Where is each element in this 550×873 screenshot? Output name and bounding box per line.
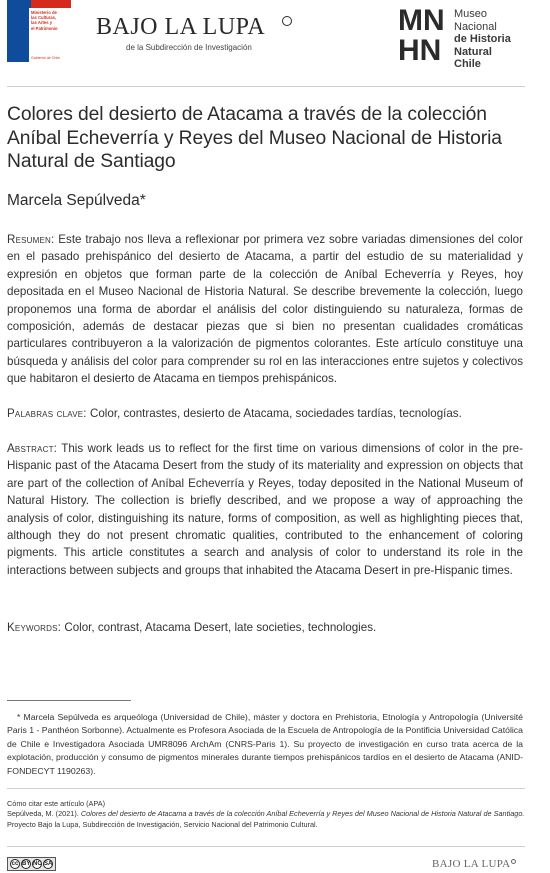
cc-icon: cc — [11, 861, 19, 867]
mnhn-line: de Historia — [454, 33, 511, 45]
resumen-paragraph — [7, 231, 523, 388]
magnifier-icon — [511, 859, 516, 864]
bajo-la-lupa-logo — [96, 14, 296, 52]
abstract-text: This work leads us to reflect for the first time on various dimensions of color in the pre-Hispanic past of the Atacama Desert from the study of its materiality and expression on objects that are part of the collection of Aníbal Echeverría y Reyes, today deposited in the National Museum of Natural History. The collection is briefly described, and we propose a way of approaching the analysis of color, distinguishing its nature, forms of composition, as well as highlighting pieces that, although they do not present chromatic qualities, contributed to the enhancement of coloring pigments. This article constitutes a search and analysis of color to understand its role in the interactions between subjects and groups that inhabited the Atacama Desert in pre-Hispanic times. — [7, 442, 523, 577]
gob-logo-line: las Culturas, — [31, 15, 57, 21]
palabras-clave-label: Palabras clave: — [7, 407, 87, 420]
author-footnote: * Marcela Sepúlveda es arqueóloga (Universidad de Chile), máster y doctora en Prehistoria, Etnología y Antropología (Université Paris 1 - Panthéon Sorbonne). Actualmente es Profesora Asociada de la Escuela de Antropología de la Pontificia Universidad Católica de Chile e Investigadora Asociada UMR8096 ArchAm (CNRS-Paris 1). Su proyecto de investigación en curso trata acerca de la explotación, producción y consumo de pigmentos minerales durante tiempos prehispánicos tardíos en el desierto de Atacama (ANID-FONDECYT 1190263). — [7, 712, 523, 776]
article-title: Colores del desierto de Atacama a través de la colección Aníbal Echeverría y Reyes del Museo Nacional de Historia Natural de Santiago — [7, 104, 502, 172]
lupa-subtitle: de la Subdirección de Investigación — [126, 43, 252, 52]
gobierno-de-chile-logo — [7, 0, 71, 62]
mnhn-line: Chile — [454, 58, 481, 70]
mnhn-logo — [398, 6, 548, 70]
gob-logo-line: las Artes y — [31, 20, 53, 26]
citation-reference — [7, 809, 527, 830]
keywords-label: Keywords: — [7, 621, 62, 634]
mnhn-wordmark — [454, 8, 511, 71]
resumen-text: Este trabajo nos lleva a reflexionar por primera vez sobre variadas dimensiones del color en el pasado prehispánico del desierto de Atacama, a partir del estudio de su materialidad y expresión en objetos que forman parte de la colección de Aníbal Echeverría y Reyes, hoy depositada en el Museo Nacional de Historia Natural. Se describe brevemente la colección, luego proponemos una forma de abordar el análisis del color distinguiendo su naturaleza, formas de composición, además de destacar piezas que si bien no presentan cualidades cromáticas particulares contribuyeron a la valorización de pigmentos colorantes. Este artículo constituye una búsqueda y análisis del color para comprender su rol en las interacciones entre sujetos y colectivos que habitaron el desierto de Atacama en tiempos prehispánicos. — [7, 233, 523, 386]
magnifier-icon — [282, 16, 292, 26]
citation-heading: Cómo citar este artículo (APA) — [7, 799, 105, 808]
abstract-label: Abstract: — [7, 442, 58, 455]
keywords-text: Color, contrast, Atacama Desert, late societies, technologies. — [64, 621, 377, 634]
cc-by-icon: BY — [22, 861, 31, 867]
palabras-clave-paragraph — [7, 405, 523, 422]
gob-logo-footer: Gobierno de Chile — [31, 56, 60, 60]
citation-source: Proyecto Bajo la Lupa, Subdirección de Investigación, Servicio Nacional del Patrimonio Cultural. — [7, 819, 318, 829]
lupa-title: BAJO LA LUPA — [96, 14, 266, 40]
mnhn-line: Natural — [454, 45, 492, 58]
citation-divider — [7, 788, 525, 789]
footer-brand — [432, 858, 516, 870]
citation-authors: Sepúlveda, M. (2021). — [7, 809, 79, 819]
footer-brand-text: BAJO LA LUPA — [432, 858, 511, 870]
cc-sa-icon: SA — [44, 861, 53, 867]
palabras-clave-text: Color, contrastes, desierto de Atacama, sociedades tardías, tecnologías. — [89, 407, 462, 420]
article-author: Marcela Sepúlveda* — [7, 192, 146, 209]
resumen-label: Resumen: — [7, 233, 55, 246]
page-header — [0, 0, 550, 78]
keywords-paragraph — [7, 619, 523, 636]
cc-nc-icon: NC — [33, 861, 42, 867]
abstract-paragraph — [7, 440, 523, 579]
mnhn-line: Nacional — [454, 20, 497, 33]
creative-commons-license-icon[interactable] — [7, 857, 56, 871]
header-divider — [7, 86, 525, 87]
mnhn-mark-icon — [398, 6, 450, 68]
gob-logo-line: Ministerio de — [31, 10, 57, 15]
gob-logo-line: el Patrimonio — [31, 25, 58, 31]
footnote-divider — [7, 700, 131, 701]
mnhn-mark-bottom: HN — [398, 34, 442, 67]
citation-block — [7, 799, 527, 830]
mnhn-line: Museo — [454, 8, 488, 20]
mnhn-mark-top: MN — [398, 4, 445, 37]
footer-divider — [7, 846, 525, 847]
citation-title: Colores del desierto de Atacama a través de la colección Aníbal Echeverría y Reyes del Museo Nacional de Historia Natural de Santiago. — [80, 809, 525, 819]
